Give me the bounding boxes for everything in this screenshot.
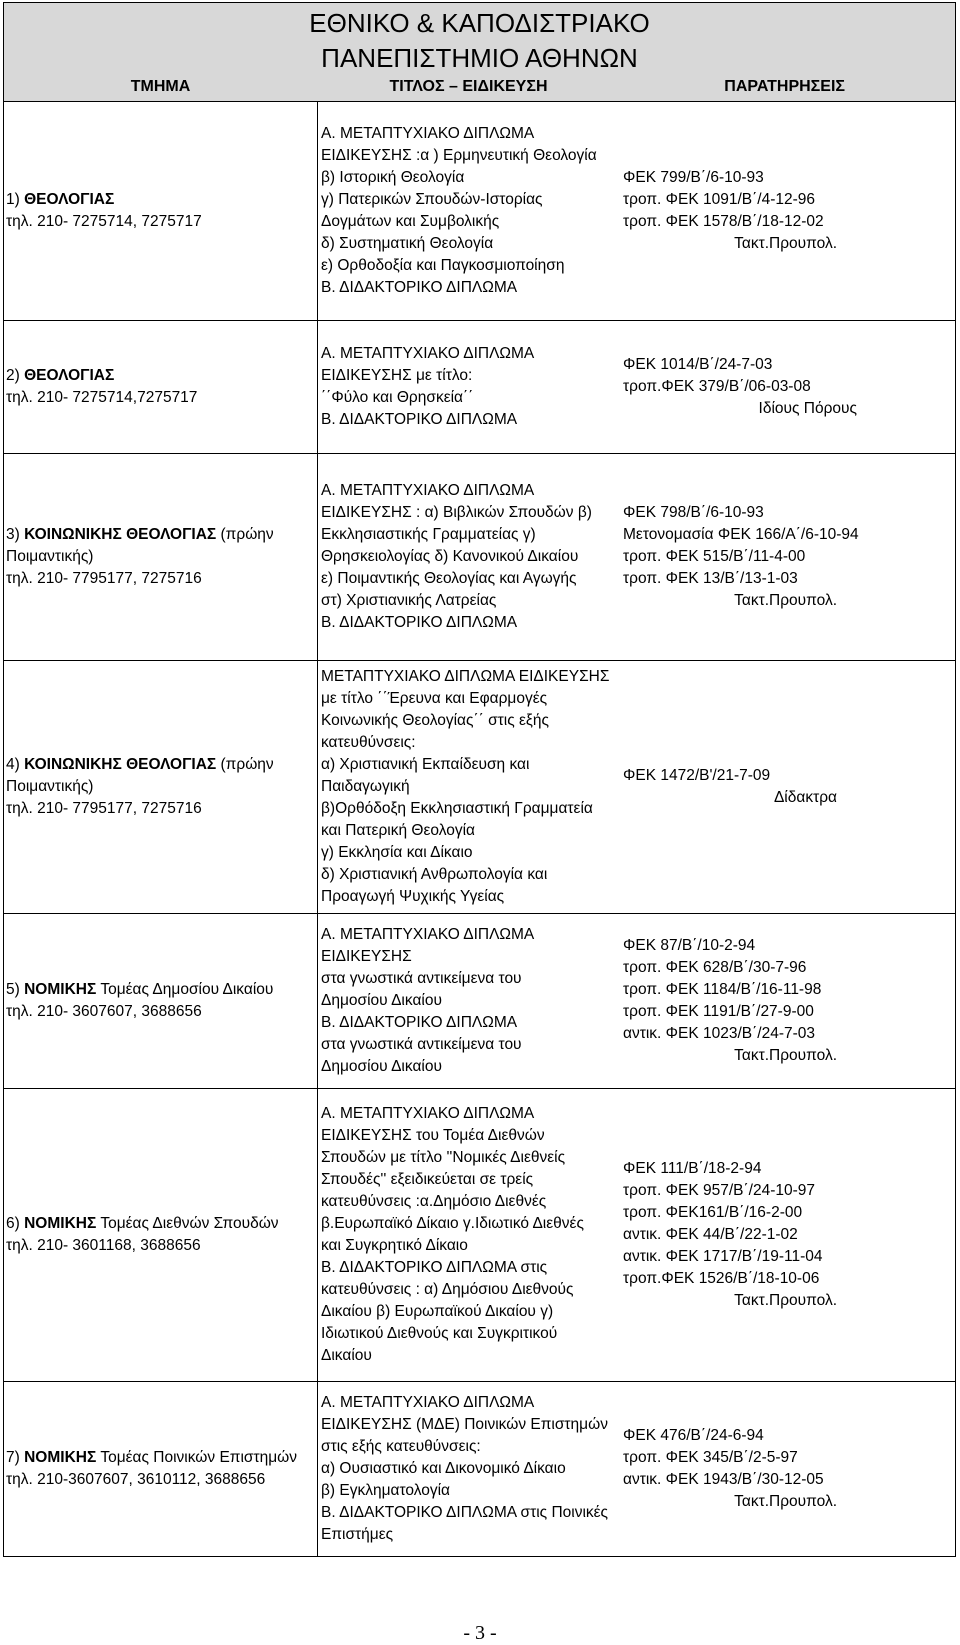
- note-line: τροπ. ΦΕΚ 515/Β΄/11-4-00: [623, 548, 806, 565]
- title-line: και Πατερική Θεολογία: [321, 822, 475, 839]
- row-number: 6): [6, 1215, 20, 1232]
- department-rest: (πρώην: [220, 756, 274, 773]
- row-number: 4): [6, 756, 20, 773]
- department-cell: [4, 102, 317, 320]
- department-extra: Ποιμαντικής): [6, 778, 94, 795]
- title-line: Α. ΜΕΤΑΠΤΥΧΙΑΚΟ ΔΙΠΛΩΜΑ: [321, 1105, 535, 1122]
- department-extra: Ποιμαντικής): [6, 548, 94, 565]
- title-line: στις εξής κατευθύνσεις:: [321, 1438, 481, 1455]
- department-phone: τηλ. 210- 7275714,7275717: [6, 389, 198, 406]
- department-phone: τηλ. 210- 7795177, 7275716: [6, 800, 202, 817]
- note-line: ΦΕΚ 87/Β΄/10-2-94: [623, 937, 756, 954]
- note-line: ΦΕΚ 798/Β΄/6-10-93: [623, 504, 764, 521]
- title-cell: [317, 661, 620, 913]
- department-name: [6, 754, 317, 776]
- title-line: ΕΙΔΙΚΕΥΣΗΣ του Τομέα Διεθνών: [321, 1127, 545, 1144]
- department-phone: τηλ. 210- 7795177, 7275716: [6, 570, 202, 587]
- table-row: [3, 1382, 956, 1557]
- title-line: δ) Χριστιανική Ανθρωπολογία και: [321, 866, 548, 883]
- department-bold: ΝΟΜΙΚΗΣ: [24, 1449, 97, 1466]
- title-line: ΕΙΔΙΚΕΥΣΗΣ : α) Βιβλικών Σπουδών β): [321, 504, 592, 521]
- note-line: τροπ. ΦΕΚ 345/Β΄/2-5-97: [623, 1449, 798, 1466]
- title-cell: [317, 454, 620, 660]
- department-bold: ΝΟΜΙΚΗΣ: [24, 1215, 97, 1232]
- department-phone: τηλ. 210- 3607607, 3688656: [6, 1003, 202, 1020]
- title-cell: [317, 1089, 620, 1381]
- table-row: [3, 661, 956, 914]
- row-number: 3): [6, 526, 20, 543]
- title-line: ΄΄Φύλο και Θρησκεία΄΄: [321, 389, 474, 406]
- document-table: [3, 2, 956, 1557]
- department-phone: τηλ. 210-3607607, 3610112, 3688656: [6, 1471, 266, 1488]
- title-line: κατευθύνσεις : α) Δημόσιου Διεθνούς: [321, 1281, 574, 1298]
- title-line: Α. ΜΕΤΑΠΤΥΧΙΑΚΟ ΔΙΠΛΩΜΑ: [321, 482, 535, 499]
- title-line: ΕΙΔΙΚΕΥΣΗΣ (ΜΔΕ) Ποινικών Επιστημών: [321, 1416, 608, 1433]
- department-name: [6, 189, 317, 211]
- title-line: ε) Ποιμαντικής Θεολογίας και Αγωγής: [321, 570, 577, 587]
- funding-note: Δίδακτρα: [773, 789, 837, 806]
- department-name: [6, 365, 317, 387]
- title-line: ΕΙΔΙΚΕΥΣΗΣ με τίτλο:: [321, 367, 473, 384]
- title-line: Β. ΔΙΔΑΚΤΟΡΙΚΟ ΔΙΠΛΩΜΑ: [321, 1014, 518, 1031]
- title-line: γ) Πατερικών Σπουδών-Ιστορίας: [321, 191, 543, 208]
- column-header-title: ΤΙΤΛΟΣ – ΕΙΔΙΚΕΥΣΗ: [389, 78, 548, 95]
- table-row: [3, 454, 956, 661]
- department-bold: ΚΟΙΝΩΝΙΚΗΣ ΘΕΟΛΟΓΙΑΣ: [24, 526, 217, 543]
- department-rest: Τομέας Διεθνών Σπουδών: [100, 1215, 279, 1232]
- department-phone: τηλ. 210- 3601168, 3688656: [6, 1237, 201, 1254]
- title-line: Επιστήμες: [321, 1526, 394, 1543]
- column-header-department: ΤΜΗΜΑ: [130, 78, 191, 95]
- title-line: Ιδιωτικού Διεθνούς και Συγκριτικού: [321, 1325, 558, 1342]
- notes-cell: [620, 321, 957, 453]
- title-line: Προαγωγή Ψυχικής Υγείας: [321, 888, 505, 905]
- title-line: Σπουδών με τίτλο ''Νομικές Διεθνείς: [321, 1149, 566, 1166]
- title-line: β.Ευρωπαϊκό Δίκαιο γ.Ιδιωτικό Διεθνές: [321, 1215, 584, 1232]
- department-name: [6, 1447, 317, 1469]
- title-line: Β. ΔΙΔΑΚΤΟΡΙΚΟ ΔΙΠΛΩΜΑ: [321, 411, 518, 428]
- table-row: [3, 321, 956, 454]
- funding-note: Τακτ.Προυπολ.: [734, 1047, 837, 1064]
- title-line: κατευθύνσεις:: [321, 734, 416, 751]
- department-name: [6, 1213, 317, 1235]
- title-cell: [317, 321, 620, 453]
- funding-note: Τακτ.Προυπολ.: [734, 1493, 837, 1510]
- department-phone: τηλ. 210- 7275714, 7275717: [6, 213, 202, 230]
- title-line: με τίτλο ΄΄Έρευνα και Εφαρμογές: [321, 690, 548, 707]
- title-line: Σπουδές'' εξειδικεύεται σε τρείς: [321, 1171, 534, 1188]
- department-name: [6, 979, 317, 1001]
- row-number: 7): [6, 1449, 20, 1466]
- note-line: τροπ. ΦΕΚ 1191/Β΄/27-9-00: [623, 1003, 814, 1020]
- note-line: τροπ.ΦΕΚ 379/Β΄/06-03-08: [623, 378, 811, 395]
- table-row: [3, 1089, 956, 1382]
- title-line: Α. ΜΕΤΑΠΤΥΧΙΑΚΟ ΔΙΠΛΩΜΑ: [321, 345, 535, 362]
- title-line: α) Χριστιανική Εκπαίδευση και: [321, 756, 530, 773]
- title-line: Εκκλησιαστικής Γραμματείας γ): [321, 526, 536, 543]
- note-line: αντικ. ΦΕΚ 1717/Β΄/19-11-04: [623, 1248, 823, 1265]
- note-line: τροπ. ΦΕΚ 957/Β΄/24-10-97: [623, 1182, 816, 1199]
- department-name: [6, 524, 317, 546]
- note-line: τροπ.ΦΕΚ 1526/Β΄/18-10-06: [623, 1270, 820, 1287]
- note-line: αντικ. ΦΕΚ 1023/Β΄/24-7-03: [623, 1025, 816, 1042]
- department-rest: Τομέας Ποινικών Επιστημών: [100, 1449, 298, 1466]
- department-cell: [4, 454, 317, 660]
- notes-cell: [620, 454, 957, 660]
- department-bold: ΚΟΙΝΩΝΙΚΗΣ ΘΕΟΛΟΓΙΑΣ: [24, 756, 217, 773]
- title-line: Δημοσίου Δικαίου: [321, 992, 442, 1009]
- title-line: Α. ΜΕΤΑΠΤΥΧΙΑΚΟ ΔΙΠΛΩΜΑ: [321, 125, 535, 142]
- note-line: τροπ. ΦΕΚ 628/Β΄/30-7-96: [623, 959, 807, 976]
- note-line: Μετονομασία ΦΕΚ 166/Α΄/6-10-94: [623, 526, 859, 543]
- note-line: τροπ. ΦΕΚ 1578/Β΄/18-12-02: [623, 213, 824, 230]
- notes-cell: [620, 102, 957, 320]
- table-row: [3, 102, 956, 321]
- funding-note: Τακτ.Προυπολ.: [734, 1292, 837, 1309]
- note-line: ΦΕΚ 111/Β΄/18-2-94: [623, 1160, 762, 1177]
- university-title-line1: ΕΘΝΙΚΟ & ΚΑΠΟΔΙΣΤΡΙΑΚΟ: [309, 8, 650, 38]
- title-line: ΕΙΔΙΚΕΥΣΗΣ: [321, 948, 412, 965]
- note-line: αντικ. ΦΕΚ 1943/Β΄/30-12-05: [623, 1471, 824, 1488]
- title-cell: [317, 102, 620, 320]
- title-line: Δικαίου β) Ευρωπαϊκού Δικαίου γ): [321, 1303, 554, 1320]
- title-line: α) Ουσιαστικό και Δικονομικό Δίκαιο: [321, 1460, 566, 1477]
- department-cell: [4, 1089, 317, 1381]
- title-line: ΕΙΔΙΚΕΥΣΗΣ :α ) Ερμηνευτική Θεολογία: [321, 147, 597, 164]
- note-line: τροπ. ΦΕΚ 1184/Β΄/16-11-98: [623, 981, 822, 998]
- university-title-line2: ΠΑΝΕΠΙΣΤΗΜΙΟ ΑΘΗΝΩΝ: [321, 43, 638, 73]
- title-line: Δημοσίου Δικαίου: [321, 1058, 442, 1075]
- note-line: τροπ. ΦΕΚ161/Β΄/16-2-00: [623, 1204, 803, 1221]
- title-line: Β. ΔΙΔΑΚΤΟΡΙΚΟ ΔΙΠΛΩΜΑ στις: [321, 1259, 548, 1276]
- title-line: Παιδαγωγική: [321, 778, 410, 795]
- title-line: Α. ΜΕΤΑΠΤΥΧΙΑΚΟ ΔΙΠΛΩΜΑ: [321, 926, 535, 943]
- department-cell: [4, 321, 317, 453]
- title-line: Β. ΔΙΔΑΚΤΟΡΙΚΟ ΔΙΠΛΩΜΑ στις Ποινικές: [321, 1504, 609, 1521]
- note-line: τροπ. ΦΕΚ 13/Β΄/13-1-03: [623, 570, 798, 587]
- note-line: αντικ. ΦΕΚ 44/Β΄/22-1-02: [623, 1226, 798, 1243]
- column-headers: [4, 73, 955, 102]
- department-cell: [4, 1382, 317, 1556]
- title-line: Β. ΔΙΔΑΚΤΟΡΙΚΟ ΔΙΠΛΩΜΑ: [321, 614, 518, 631]
- title-line: ΜΕΤΑΠΤΥΧΙΑΚΟ ΔΙΠΛΩΜΑ ΕΙΔΙΚΕΥΣΗΣ: [321, 668, 610, 685]
- department-cell: [4, 914, 317, 1088]
- department-cell: [4, 661, 317, 913]
- page-number: - 3 -: [463, 1622, 497, 1644]
- funding-note: Τακτ.Προυπολ.: [734, 235, 837, 252]
- note-line: ΦΕΚ 799/Β΄/6-10-93: [623, 169, 764, 186]
- title-line: Θρησκειολογίας δ) Κανονικού Δικαίου: [321, 548, 579, 565]
- title-line: δ) Συστηματική Θεολογία: [321, 235, 494, 252]
- notes-cell: [620, 661, 957, 913]
- funding-note: Τακτ.Προυπολ.: [734, 592, 837, 609]
- note-line: ΦΕΚ 476/Β΄/24-6-94: [623, 1427, 764, 1444]
- title-line: στα γνωστικά αντικείμενα του: [321, 1036, 522, 1053]
- department-rest: Τομέας Δημοσίου Δικαίου: [100, 981, 274, 998]
- title-line: Δικαίου: [321, 1347, 372, 1364]
- table-row: [3, 914, 956, 1089]
- title-line: Δογμάτων και Συμβολικής: [321, 213, 500, 230]
- funding-note: Ιδίους Πόρους: [758, 400, 857, 417]
- title-line: β) Εγκληματολογία: [321, 1482, 451, 1499]
- department-bold: ΝΟΜΙΚΗΣ: [24, 981, 97, 998]
- title-line: β) Ιστορική Θεολογία: [321, 169, 465, 186]
- title-line: ε) Ορθοδοξία και Παγκοσμιοποίηση: [321, 257, 565, 274]
- note-line: τροπ. ΦΕΚ 1091/Β΄/4-12-96: [623, 191, 816, 208]
- title-cell: [317, 914, 620, 1088]
- notes-cell: [620, 1382, 957, 1556]
- department-bold: ΘΕΟΛΟΓΙΑΣ: [24, 367, 115, 384]
- notes-cell: [620, 1089, 957, 1381]
- note-line: ΦΕΚ 1472/Β'/21-7-09: [623, 767, 771, 784]
- row-number: 1): [6, 191, 20, 208]
- title-cell: [317, 1382, 620, 1556]
- row-number: 5): [6, 981, 20, 998]
- table-body: [3, 102, 956, 1557]
- title-line: Α. ΜΕΤΑΠΤΥΧΙΑΚΟ ΔΙΠΛΩΜΑ: [321, 1394, 535, 1411]
- department-rest: (πρώην: [220, 526, 274, 543]
- notes-cell: [620, 914, 957, 1088]
- title-line: κατευθύνσεις :α.Δημόσιο Διεθνές: [321, 1193, 547, 1210]
- note-line: ΦΕΚ 1014/Β΄/24-7-03: [623, 356, 773, 373]
- title-line: στα γνωστικά αντικείμενα του: [321, 970, 522, 987]
- department-bold: ΘΕΟΛΟΓΙΑΣ: [24, 191, 115, 208]
- row-number: 2): [6, 367, 20, 384]
- title-line: γ) Εκκλησία και Δίκαιο: [321, 844, 473, 861]
- title-line: Β. ΔΙΔΑΚΤΟΡΙΚΟ ΔΙΠΛΩΜΑ: [321, 279, 518, 296]
- title-line: Κοινωνικής Θεολογίας΄΄ στις εξής: [321, 712, 549, 729]
- table-header: [3, 2, 956, 102]
- title-line: στ) Χριστιανικής Λατρείας: [321, 592, 497, 609]
- title-line: β)Ορθόδοξη Εκκλησιαστική Γραμματεία: [321, 800, 593, 817]
- title-line: και Συγκρητικό Δίκαιο: [321, 1237, 468, 1254]
- column-header-notes: ΠΑΡΑΤΗΡΗΣΕΙΣ: [724, 78, 845, 95]
